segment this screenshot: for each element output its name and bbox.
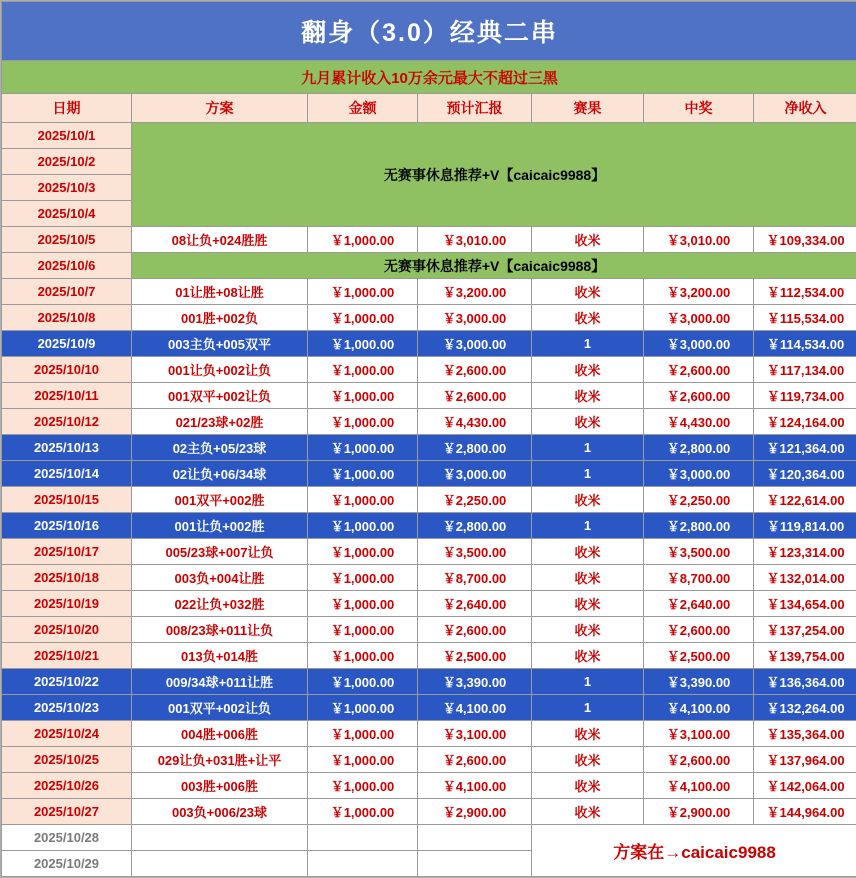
- date-cell: 2025/10/20: [2, 617, 132, 643]
- plan-cell: 08让负+024胜胜: [132, 227, 308, 253]
- table-row: [2, 669, 856, 695]
- result-cell: 收米: [532, 487, 644, 513]
- expected-cell: ￥8,700.00: [418, 565, 532, 591]
- prize-cell: ￥3,100.00: [644, 721, 754, 747]
- result-cell: 1: [532, 331, 644, 357]
- result-cell: 收米: [532, 539, 644, 565]
- plan-cell: [132, 851, 308, 877]
- net-cell: ￥132,014.00: [754, 565, 856, 591]
- table-row: [2, 773, 856, 799]
- plan-cell: 013负+014胜: [132, 643, 308, 669]
- date-cell: 2025/10/16: [2, 513, 132, 539]
- date-cell: 2025/10/3: [2, 175, 132, 201]
- column-header-prize: 中奖: [644, 94, 754, 123]
- amount-cell: ￥1,000.00: [308, 669, 418, 695]
- date-cell: 2025/10/5: [2, 227, 132, 253]
- expected-cell: ￥2,800.00: [418, 513, 532, 539]
- prize-cell: ￥2,640.00: [644, 591, 754, 617]
- amount-cell: ￥1,000.00: [308, 357, 418, 383]
- table-row: [2, 409, 856, 435]
- prize-cell: ￥3,200.00: [644, 279, 754, 305]
- date-cell: 2025/10/17: [2, 539, 132, 565]
- amount-cell: ￥1,000.00: [308, 799, 418, 825]
- expected-cell: ￥3,010.00: [418, 227, 532, 253]
- date-cell: 2025/10/21: [2, 643, 132, 669]
- net-cell: ￥119,814.00: [754, 513, 856, 539]
- expected-cell: ￥3,100.00: [418, 721, 532, 747]
- betting-record-table: [1, 1, 856, 877]
- amount-cell: ￥1,000.00: [308, 331, 418, 357]
- plan-cell: 001双平+002让负: [132, 695, 308, 721]
- result-cell: 收米: [532, 357, 644, 383]
- expected-cell: ￥2,600.00: [418, 617, 532, 643]
- net-cell: ￥144,964.00: [754, 799, 856, 825]
- amount-cell: ￥1,000.00: [308, 773, 418, 799]
- expected-cell: ￥4,100.00: [418, 773, 532, 799]
- date-cell: 2025/10/8: [2, 305, 132, 331]
- expected-cell: ￥2,600.00: [418, 357, 532, 383]
- result-cell: 收米: [532, 305, 644, 331]
- prize-cell: ￥4,100.00: [644, 773, 754, 799]
- result-cell: 收米: [532, 591, 644, 617]
- prize-cell: ￥3,000.00: [644, 461, 754, 487]
- subtitle-banner: 九月累计收入10万余元最大不超过三黑: [2, 61, 856, 94]
- table-row: [2, 123, 856, 149]
- amount-cell: ￥1,000.00: [308, 643, 418, 669]
- result-cell: 收米: [532, 773, 644, 799]
- amount-cell: ￥1,000.00: [308, 617, 418, 643]
- net-cell: ￥137,254.00: [754, 617, 856, 643]
- net-cell: ￥122,614.00: [754, 487, 856, 513]
- column-header-amount: 金额: [308, 94, 418, 123]
- plan-cell: 005/23球+007让负: [132, 539, 308, 565]
- result-cell: 收米: [532, 643, 644, 669]
- date-cell: 2025/10/14: [2, 461, 132, 487]
- amount-cell: ￥1,000.00: [308, 591, 418, 617]
- prize-cell: ￥4,100.00: [644, 695, 754, 721]
- table-body: [2, 2, 856, 877]
- date-cell: 2025/10/22: [2, 669, 132, 695]
- net-cell: ￥115,534.00: [754, 305, 856, 331]
- result-cell: 收米: [532, 565, 644, 591]
- table-row: [2, 747, 856, 773]
- date-cell: 2025/10/23: [2, 695, 132, 721]
- date-cell: 2025/10/15: [2, 487, 132, 513]
- net-cell: ￥120,364.00: [754, 461, 856, 487]
- prize-cell: ￥2,600.00: [644, 747, 754, 773]
- table-row: [2, 617, 856, 643]
- column-header-net: 净收入: [754, 94, 856, 123]
- result-cell: 收米: [532, 799, 644, 825]
- date-cell: 2025/10/9: [2, 331, 132, 357]
- result-cell: 1: [532, 669, 644, 695]
- net-cell: ￥123,314.00: [754, 539, 856, 565]
- net-cell: ￥124,164.00: [754, 409, 856, 435]
- expected-cell: ￥2,250.00: [418, 487, 532, 513]
- prize-cell: ￥2,900.00: [644, 799, 754, 825]
- plan-cell: 001双平+002胜: [132, 487, 308, 513]
- amount-cell: ￥1,000.00: [308, 461, 418, 487]
- rest-notice: 无赛事休息推荐+V【caicaic9988】: [132, 253, 856, 279]
- net-cell: ￥117,134.00: [754, 357, 856, 383]
- expected-cell: [418, 851, 532, 877]
- date-cell: 2025/10/1: [2, 123, 132, 149]
- rest-notice: 无赛事休息推荐+V【caicaic9988】: [132, 123, 856, 227]
- contact-note: 方案在→caicaic9988: [532, 825, 856, 877]
- table-row: [2, 279, 856, 305]
- table-row: [2, 487, 856, 513]
- page-title: 翻身（3.0）经典二串: [2, 2, 856, 61]
- result-cell: 收米: [532, 721, 644, 747]
- table-row: [2, 643, 856, 669]
- prize-cell: ￥3,500.00: [644, 539, 754, 565]
- prize-cell: ￥8,700.00: [644, 565, 754, 591]
- date-cell: 2025/10/12: [2, 409, 132, 435]
- date-cell: 2025/10/4: [2, 201, 132, 227]
- amount-cell: ￥1,000.00: [308, 409, 418, 435]
- table-row: [2, 383, 856, 409]
- result-cell: 1: [532, 513, 644, 539]
- date-cell: 2025/10/13: [2, 435, 132, 461]
- prize-cell: ￥2,600.00: [644, 383, 754, 409]
- net-cell: ￥139,754.00: [754, 643, 856, 669]
- net-cell: ￥121,364.00: [754, 435, 856, 461]
- net-cell: ￥114,534.00: [754, 331, 856, 357]
- plan-cell: 003负+004让胜: [132, 565, 308, 591]
- table-row: [2, 253, 856, 279]
- table-row: [2, 539, 856, 565]
- prize-cell: ￥2,800.00: [644, 513, 754, 539]
- net-cell: ￥142,064.00: [754, 773, 856, 799]
- date-cell: 2025/10/27: [2, 799, 132, 825]
- prize-cell: ￥2,600.00: [644, 617, 754, 643]
- date-cell: 2025/10/26: [2, 773, 132, 799]
- prize-cell: ￥2,250.00: [644, 487, 754, 513]
- net-cell: ￥112,534.00: [754, 279, 856, 305]
- plan-cell: 001让负+002胜: [132, 513, 308, 539]
- table-row: [2, 721, 856, 747]
- date-cell: 2025/10/29: [2, 851, 132, 877]
- plan-cell: 003负+006/23球: [132, 799, 308, 825]
- plan-cell: 01让胜+08让胜: [132, 279, 308, 305]
- prize-cell: ￥3,000.00: [644, 305, 754, 331]
- result-cell: 收米: [532, 617, 644, 643]
- amount-cell: [308, 825, 418, 851]
- result-cell: 1: [532, 695, 644, 721]
- amount-cell: ￥1,000.00: [308, 565, 418, 591]
- plan-cell: 001让负+002让负: [132, 357, 308, 383]
- table-row: [2, 331, 856, 357]
- amount-cell: ￥1,000.00: [308, 305, 418, 331]
- expected-cell: ￥2,600.00: [418, 747, 532, 773]
- prize-cell: ￥2,500.00: [644, 643, 754, 669]
- result-cell: 收米: [532, 409, 644, 435]
- prize-cell: ￥3,000.00: [644, 331, 754, 357]
- table-row: [2, 305, 856, 331]
- amount-cell: ￥1,000.00: [308, 227, 418, 253]
- column-header-expected: 预计汇报: [418, 94, 532, 123]
- column-header-date: 日期: [2, 94, 132, 123]
- amount-cell: ￥1,000.00: [308, 513, 418, 539]
- table-row: [2, 565, 856, 591]
- expected-cell: [418, 825, 532, 851]
- prize-cell: ￥2,800.00: [644, 435, 754, 461]
- table-row: [2, 227, 856, 253]
- date-cell: 2025/10/28: [2, 825, 132, 851]
- expected-cell: ￥3,200.00: [418, 279, 532, 305]
- amount-cell: ￥1,000.00: [308, 539, 418, 565]
- column-header-plan: 方案: [132, 94, 308, 123]
- prize-cell: ￥2,600.00: [644, 357, 754, 383]
- table-row: [2, 435, 856, 461]
- expected-cell: ￥3,000.00: [418, 331, 532, 357]
- prize-cell: ￥4,430.00: [644, 409, 754, 435]
- date-cell: 2025/10/18: [2, 565, 132, 591]
- result-cell: 收米: [532, 279, 644, 305]
- result-cell: 收米: [532, 227, 644, 253]
- date-cell: 2025/10/24: [2, 721, 132, 747]
- amount-cell: ￥1,000.00: [308, 435, 418, 461]
- table-row: [2, 591, 856, 617]
- plan-cell: 004胜+006胜: [132, 721, 308, 747]
- net-cell: ￥135,364.00: [754, 721, 856, 747]
- subtitle-row: [2, 61, 856, 94]
- amount-cell: ￥1,000.00: [308, 747, 418, 773]
- date-cell: 2025/10/6: [2, 253, 132, 279]
- date-cell: 2025/10/25: [2, 747, 132, 773]
- table-row: [2, 695, 856, 721]
- date-cell: 2025/10/7: [2, 279, 132, 305]
- expected-cell: ￥4,100.00: [418, 695, 532, 721]
- expected-cell: ￥2,600.00: [418, 383, 532, 409]
- plan-cell: 02主负+05/23球: [132, 435, 308, 461]
- plan-cell: 003主负+005双平: [132, 331, 308, 357]
- net-cell: ￥109,334.00: [754, 227, 856, 253]
- amount-cell: ￥1,000.00: [308, 383, 418, 409]
- expected-cell: ￥3,390.00: [418, 669, 532, 695]
- column-header-result: 赛果: [532, 94, 644, 123]
- plan-cell: 02让负+06/34球: [132, 461, 308, 487]
- table-row: [2, 799, 856, 825]
- table-row: [2, 825, 856, 851]
- expected-cell: ￥2,640.00: [418, 591, 532, 617]
- expected-cell: ￥2,500.00: [418, 643, 532, 669]
- expected-cell: ￥4,430.00: [418, 409, 532, 435]
- plan-cell: 022让负+032胜: [132, 591, 308, 617]
- table-row: [2, 461, 856, 487]
- result-cell: 收米: [532, 747, 644, 773]
- amount-cell: ￥1,000.00: [308, 721, 418, 747]
- expected-cell: ￥2,900.00: [418, 799, 532, 825]
- plan-cell: 009/34球+011让胜: [132, 669, 308, 695]
- result-cell: 1: [532, 435, 644, 461]
- date-cell: 2025/10/2: [2, 149, 132, 175]
- plan-cell: 001胜+002负: [132, 305, 308, 331]
- title-row: [2, 2, 856, 61]
- header-row: [2, 94, 856, 123]
- plan-cell: 021/23球+02胜: [132, 409, 308, 435]
- date-cell: 2025/10/11: [2, 383, 132, 409]
- net-cell: ￥119,734.00: [754, 383, 856, 409]
- plan-cell: 003胜+006胜: [132, 773, 308, 799]
- net-cell: ￥132,264.00: [754, 695, 856, 721]
- result-cell: 1: [532, 461, 644, 487]
- expected-cell: ￥3,000.00: [418, 461, 532, 487]
- amount-cell: [308, 851, 418, 877]
- date-cell: 2025/10/19: [2, 591, 132, 617]
- result-cell: 收米: [532, 383, 644, 409]
- table-row: [2, 513, 856, 539]
- plan-cell: 001双平+002让负: [132, 383, 308, 409]
- plan-cell: [132, 825, 308, 851]
- expected-cell: ￥2,800.00: [418, 435, 532, 461]
- prize-cell: ￥3,390.00: [644, 669, 754, 695]
- amount-cell: ￥1,000.00: [308, 487, 418, 513]
- amount-cell: ￥1,000.00: [308, 279, 418, 305]
- net-cell: ￥136,364.00: [754, 669, 856, 695]
- amount-cell: ￥1,000.00: [308, 695, 418, 721]
- net-cell: ￥134,654.00: [754, 591, 856, 617]
- plan-cell: 008/23球+011让负: [132, 617, 308, 643]
- expected-cell: ￥3,000.00: [418, 305, 532, 331]
- date-cell: 2025/10/10: [2, 357, 132, 383]
- net-cell: ￥137,964.00: [754, 747, 856, 773]
- plan-cell: 029让负+031胜+让平: [132, 747, 308, 773]
- prize-cell: ￥3,010.00: [644, 227, 754, 253]
- expected-cell: ￥3,500.00: [418, 539, 532, 565]
- table-row: [2, 357, 856, 383]
